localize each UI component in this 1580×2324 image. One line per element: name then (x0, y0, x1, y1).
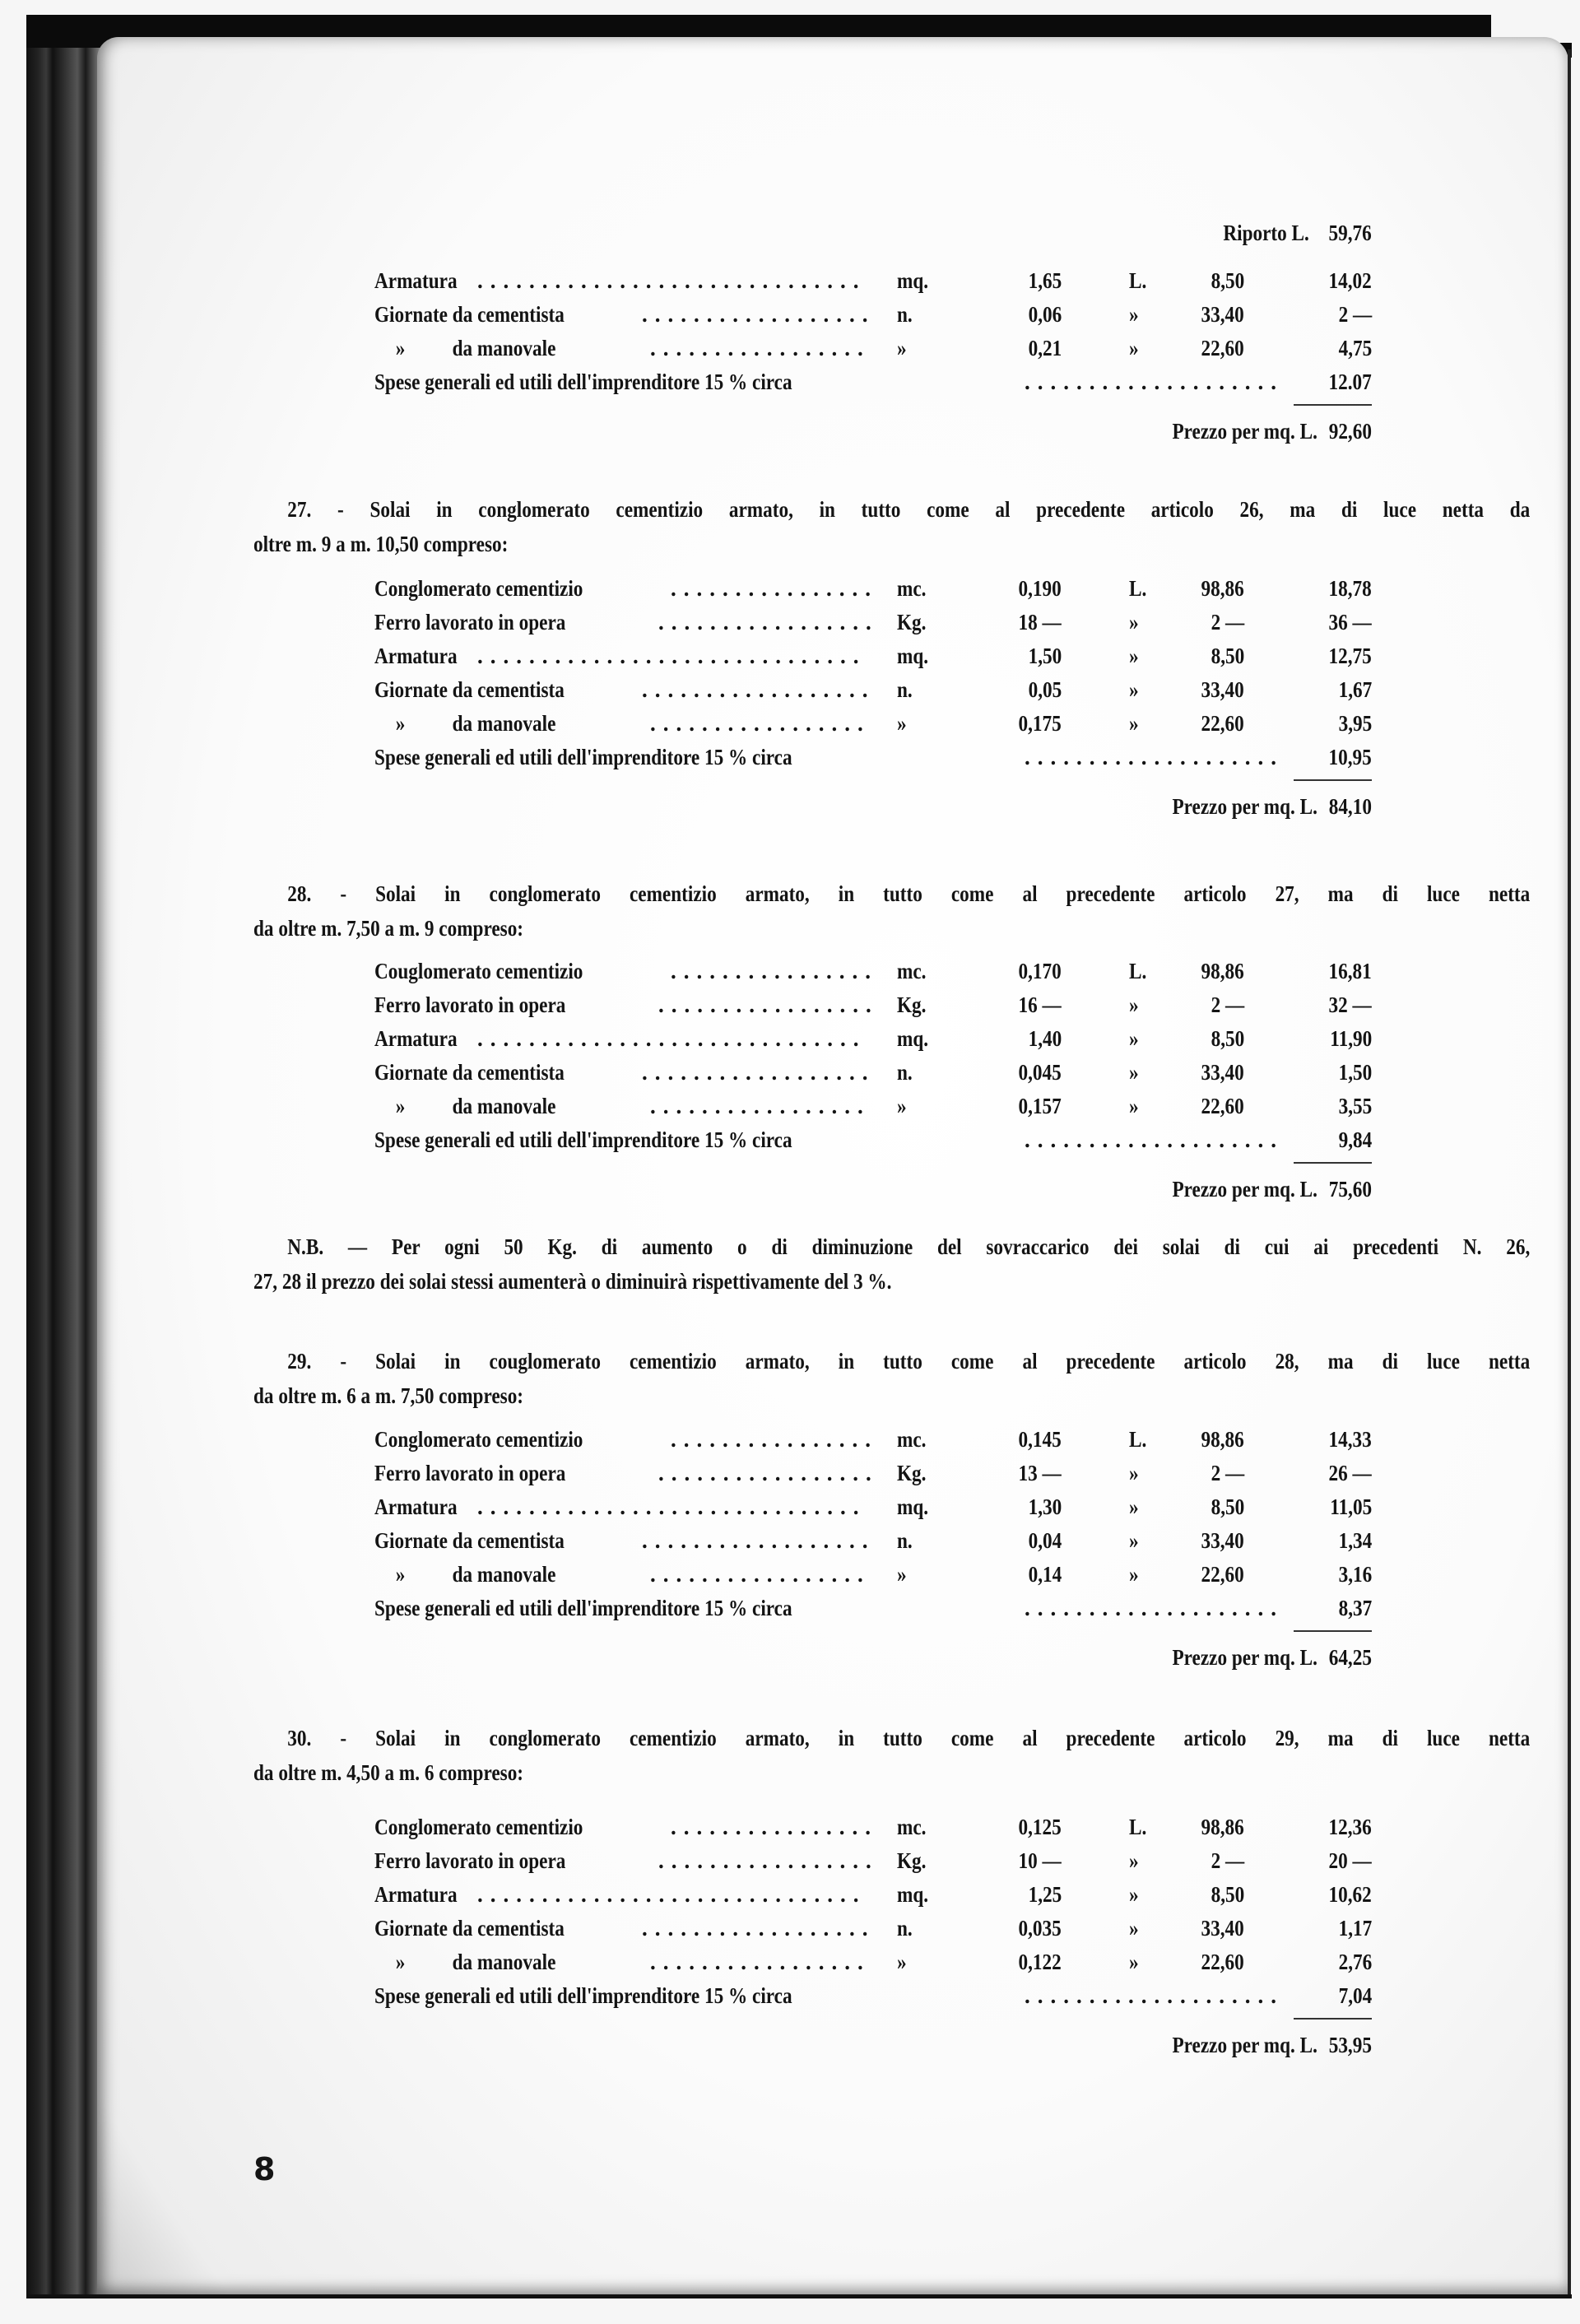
unit-price: 98,86 (1201, 1815, 1244, 1839)
description-line-2: da oltre m. 7,50 a m. 9 compreso: (253, 916, 524, 941)
line-amount: 14,33 (1328, 1427, 1372, 1452)
overhead-row (0, 1596, 1580, 1629)
item-label (374, 1528, 565, 1554)
overhead-row (0, 1983, 1580, 2016)
unit-of-measure: Kg. (897, 1848, 927, 1873)
description-line-2: oltre m. 9 a m. 10,50 compreso: (253, 532, 509, 556)
overhead-row (0, 745, 1580, 778)
line-amount: 14,02 (1328, 268, 1372, 293)
unit-price: 8,50 (1211, 1882, 1244, 1907)
price-total (1173, 1177, 1372, 1202)
ditto-mark: » (395, 1562, 406, 1587)
table-row (0, 644, 1580, 676)
overhead-row (0, 1127, 1580, 1160)
description-line-1: 30. - Solai in conglomerato cementizio armato, in tutto come al precedente articolo 29, ma di luce netta (287, 1726, 1531, 1750)
line-amount: 2 — (1338, 302, 1372, 327)
item-label (374, 959, 583, 984)
line-amount: 1,34 (1338, 1528, 1372, 1553)
unit-of-measure: mc. (897, 576, 927, 601)
item-name: Armatura (374, 1882, 458, 1907)
table-row (0, 336, 1580, 369)
currency-mark: » (1129, 1950, 1139, 1974)
currency-mark: L. (1129, 576, 1147, 601)
line-amount: 3,55 (1338, 1094, 1372, 1118)
item-label (374, 610, 565, 635)
line-amount: 11,05 (1330, 1494, 1372, 1519)
leader-dots: ................. (650, 1094, 871, 1118)
unit-price: 22,60 (1201, 336, 1244, 360)
leader-dots: .................... (1025, 745, 1284, 769)
unit-price: 8,50 (1211, 1494, 1244, 1519)
leader-dots: .................. (642, 302, 876, 327)
carry-forward-label: Riporto L. (1223, 221, 1310, 245)
leader-dots: ................ (671, 1815, 878, 1839)
item-name: Armatura (374, 268, 458, 293)
unit-price: 33,40 (1201, 1916, 1244, 1941)
item-label (374, 302, 565, 328)
table-row (0, 677, 1580, 710)
unit-of-measure: mq. (897, 1026, 929, 1051)
item-name: Giornate da cementista (374, 1528, 565, 1553)
unit-of-measure: n. (897, 677, 913, 702)
leader-dots: .................... (1025, 1596, 1284, 1620)
description-line-2: da oltre m. 4,50 a m. 6 compreso: (253, 1760, 524, 1785)
quantity: 1,65 (1028, 268, 1062, 293)
quantity: 0,21 (1028, 336, 1062, 360)
overhead-amount: 8,37 (1338, 1596, 1372, 1620)
table-row (0, 268, 1580, 301)
sum-rule (1294, 1162, 1372, 1164)
quantity: 0,06 (1028, 302, 1062, 327)
table-row (0, 992, 1580, 1025)
overhead-amount: 7,04 (1338, 1983, 1372, 2008)
unit-price: 2 — (1211, 1848, 1244, 1873)
overhead-label: Spese generali ed utili dell'imprenditore 15 % circa (374, 1127, 792, 1152)
unit-of-measure: » (897, 1562, 907, 1587)
unit-of-measure: » (897, 711, 907, 736)
currency-mark: » (1129, 1882, 1139, 1907)
currency-mark: » (1129, 1528, 1139, 1553)
currency-mark: L. (1129, 959, 1147, 983)
quantity: 0,035 (1018, 1916, 1062, 1941)
item-name: Armatura (374, 1026, 458, 1051)
item-label (374, 268, 458, 294)
table-row (0, 1461, 1580, 1494)
page-bottom-edge (26, 2294, 1572, 2298)
unit-price: 2 — (1211, 610, 1244, 634)
quantity: 0,045 (1018, 1060, 1062, 1085)
article-description (253, 876, 1531, 946)
line-amount: 20 — (1328, 1848, 1372, 1873)
unit-of-measure: mq. (897, 1494, 929, 1519)
article-description (253, 492, 1531, 561)
unit-of-measure: n. (897, 302, 913, 327)
item-name: da manovale (452, 336, 556, 360)
item-name: Giornate da cementista (374, 677, 565, 702)
unit-of-measure: n. (897, 1060, 913, 1085)
item-name: Conglomerato cementizio (374, 576, 583, 601)
item-name: Ferro lavorato in opera (374, 992, 566, 1017)
note-line-2: 27, 28 il prezzo dei solai stessi aumenterà o diminuirà rispettivamente del 3 %. (253, 1269, 892, 1294)
price-total-value: 64,25 (1328, 1645, 1372, 1670)
sum-rule (1294, 779, 1372, 781)
table-row (0, 1882, 1580, 1915)
price-total-label: Prezzo per mq. L. (1172, 419, 1317, 444)
description-line-1: 28. - Solai in conglomerato cementizio armato, in tutto come al precedente articolo 27, ma di luce netta (287, 881, 1531, 906)
price-total (1173, 2033, 1372, 2058)
leader-dots: .................. (642, 1528, 876, 1553)
quantity: 18 — (1018, 610, 1062, 634)
currency-mark: » (1129, 677, 1139, 702)
leader-dots: .................. (642, 677, 876, 702)
table-row (0, 1848, 1580, 1881)
article-description (253, 1344, 1531, 1413)
quantity: 0,175 (1018, 711, 1062, 736)
table-row (0, 1060, 1580, 1093)
currency-mark: » (1129, 1916, 1139, 1941)
currency-mark: » (1129, 1461, 1139, 1485)
unit-of-measure: » (897, 336, 907, 360)
line-amount: 3,16 (1338, 1562, 1372, 1587)
currency-mark: » (1129, 1094, 1139, 1118)
line-amount: 1,67 (1338, 677, 1372, 702)
item-name: Ferro lavorato in opera (374, 1461, 566, 1485)
leader-dots: ................. (658, 1461, 879, 1485)
item-label (374, 576, 583, 602)
item-label (374, 1094, 555, 1119)
currency-mark: » (1129, 644, 1139, 668)
unit-of-measure: mc. (897, 1427, 927, 1452)
item-label (374, 1848, 565, 1874)
quantity: 1,25 (1028, 1882, 1062, 1907)
leader-dots: .................. (642, 1916, 876, 1941)
overhead-label: Spese generali ed utili dell'imprenditore 15 % circa (374, 745, 792, 769)
item-name: Conglomerato cementizio (374, 1815, 583, 1839)
sum-rule (1294, 2018, 1372, 2020)
leader-dots: .............................. (477, 1494, 867, 1519)
table-row (0, 1950, 1580, 1982)
currency-mark: » (1129, 1060, 1139, 1085)
table-row (0, 576, 1580, 609)
item-name: Conglomerato cementizio (374, 1427, 583, 1452)
article-description (253, 1721, 1531, 1790)
sum-rule (1294, 1630, 1372, 1632)
quantity: 13 — (1018, 1461, 1062, 1485)
leader-dots: .................... (1025, 1127, 1284, 1152)
quantity: 0,170 (1018, 959, 1062, 983)
unit-of-measure: Kg. (897, 1461, 927, 1485)
leader-dots: ................. (658, 1848, 879, 1873)
note-line-1: N.B. — Per ogni 50 Kg. di aumento o di diminuzione del sovraccarico dei solai di cui ai precedenti N. 26, (287, 1234, 1531, 1259)
unit-price: 22,60 (1201, 1094, 1244, 1118)
item-name: Couglomerato cementizio (374, 959, 583, 983)
leader-dots: .................. (642, 1060, 876, 1085)
unit-price: 8,50 (1211, 644, 1244, 668)
item-label (374, 1916, 565, 1941)
description-line-2: da oltre m. 6 a m. 7,50 compreso: (253, 1383, 524, 1408)
price-total-label: Prezzo per mq. L. (1172, 1177, 1317, 1202)
currency-mark: L. (1129, 1427, 1147, 1452)
leader-dots: ................ (671, 1427, 878, 1452)
item-label (374, 677, 565, 703)
unit-of-measure: Kg. (897, 610, 927, 634)
overhead-label: Spese generali ed utili dell'imprenditore 15 % circa (374, 1983, 792, 2008)
table-row (0, 1562, 1580, 1595)
unit-price: 22,60 (1201, 711, 1244, 736)
unit-price: 2 — (1211, 992, 1244, 1017)
item-label (374, 1427, 583, 1452)
item-name: Giornate da cementista (374, 1060, 565, 1085)
unit-price: 22,60 (1201, 1950, 1244, 1974)
quantity: 1,50 (1028, 644, 1062, 668)
item-name: Armatura (374, 1494, 458, 1519)
line-amount: 16,81 (1328, 959, 1372, 983)
item-label (374, 711, 555, 737)
overhead-label: Spese generali ed utili dell'imprenditore 15 % circa (374, 370, 792, 394)
item-label (374, 1494, 458, 1520)
price-total-label: Prezzo per mq. L. (1172, 2033, 1317, 2057)
line-amount: 26 — (1328, 1461, 1372, 1485)
leader-dots: .............................. (477, 1882, 867, 1907)
item-label (374, 1461, 565, 1486)
item-name: da manovale (452, 711, 556, 736)
unit-price: 2 — (1211, 1461, 1244, 1485)
carry-forward (1224, 221, 1372, 246)
item-label (374, 1060, 565, 1085)
leader-dots: ................ (671, 959, 878, 983)
currency-mark: » (1129, 302, 1139, 327)
unit-of-measure: n. (897, 1528, 913, 1553)
sum-rule (1294, 404, 1372, 406)
price-total-label: Prezzo per mq. L. (1172, 1645, 1317, 1670)
overhead-amount: 12.07 (1328, 370, 1372, 394)
item-label (374, 1882, 458, 1908)
item-label (374, 992, 565, 1018)
overhead-amount: 10,95 (1328, 745, 1372, 769)
table-row (0, 1026, 1580, 1059)
overhead-amount: 9,84 (1338, 1127, 1372, 1152)
unit-of-measure: mq. (897, 644, 929, 668)
line-amount: 12,36 (1328, 1815, 1372, 1839)
item-name: Ferro lavorato in opera (374, 610, 566, 634)
leader-dots: .............................. (477, 644, 867, 668)
item-label (374, 644, 458, 669)
price-total-value: 75,60 (1328, 1177, 1372, 1202)
leader-dots: .............................. (477, 268, 867, 293)
price-total-value: 92,60 (1328, 419, 1372, 444)
leader-dots: .................... (1025, 370, 1284, 394)
currency-mark: » (1129, 1848, 1139, 1873)
line-amount: 12,75 (1328, 644, 1372, 668)
leader-dots: ................ (671, 576, 878, 601)
item-label (374, 1950, 555, 1975)
leader-dots: ................. (658, 610, 879, 634)
leader-dots: ................. (650, 1950, 871, 1974)
table-row (0, 1094, 1580, 1127)
item-name: da manovale (452, 1950, 556, 1974)
note-paragraph (253, 1229, 1531, 1299)
price-total (1173, 419, 1372, 444)
unit-price: 33,40 (1201, 302, 1244, 327)
leader-dots: ................. (650, 1562, 871, 1587)
unit-of-measure: Kg. (897, 992, 927, 1017)
ditto-mark: » (395, 711, 406, 736)
item-label (374, 336, 555, 361)
table-row (0, 1427, 1580, 1460)
quantity: 0,04 (1028, 1528, 1062, 1553)
item-name: Armatura (374, 644, 458, 668)
price-total-label: Prezzo per mq. L. (1172, 794, 1317, 819)
unit-price: 33,40 (1201, 677, 1244, 702)
unit-of-measure: mq. (897, 268, 929, 293)
carry-forward-value: 59,76 (1328, 221, 1372, 245)
quantity: 0,157 (1018, 1094, 1062, 1118)
ditto-mark: » (395, 336, 406, 360)
quantity: 0,190 (1018, 576, 1062, 601)
item-label (374, 1026, 458, 1052)
currency-mark: » (1129, 1026, 1139, 1051)
line-amount: 11,90 (1330, 1026, 1372, 1051)
currency-mark: » (1129, 1494, 1139, 1519)
unit-of-measure: mc. (897, 1815, 927, 1839)
table-row (0, 711, 1580, 744)
leader-dots: ................. (650, 336, 871, 360)
table-row (0, 302, 1580, 335)
leader-dots: ................. (650, 711, 871, 736)
line-amount: 18,78 (1328, 576, 1372, 601)
table-row (0, 959, 1580, 992)
line-amount: 1,17 (1338, 1916, 1372, 1941)
unit-of-measure: n. (897, 1916, 913, 1941)
line-amount: 2,76 (1338, 1950, 1372, 1974)
unit-of-measure: mq. (897, 1882, 929, 1907)
line-amount: 10,62 (1328, 1882, 1372, 1907)
quantity: 10 — (1018, 1848, 1062, 1873)
price-total-value: 53,95 (1328, 2033, 1372, 2057)
quantity: 1,30 (1028, 1494, 1062, 1519)
quantity: 1,40 (1028, 1026, 1062, 1051)
currency-mark: L. (1129, 1815, 1147, 1839)
ditto-mark: » (395, 1950, 406, 1974)
leader-dots: .............................. (477, 1026, 867, 1051)
currency-mark: L. (1129, 268, 1147, 293)
quantity: 0,14 (1028, 1562, 1062, 1587)
currency-mark: » (1129, 711, 1139, 736)
unit-of-measure: mc. (897, 959, 927, 983)
unit-price: 8,50 (1211, 1026, 1244, 1051)
unit-price: 8,50 (1211, 268, 1244, 293)
unit-of-measure: » (897, 1094, 907, 1118)
unit-price: 98,86 (1201, 959, 1244, 983)
item-name: da manovale (452, 1094, 556, 1118)
unit-price: 98,86 (1201, 576, 1244, 601)
table-row (0, 610, 1580, 643)
table-row (0, 1916, 1580, 1949)
item-label (374, 1815, 583, 1840)
leader-dots: ................. (658, 992, 879, 1017)
line-amount: 36 — (1328, 610, 1372, 634)
quantity: 0,05 (1028, 677, 1062, 702)
table-row (0, 1815, 1580, 1848)
price-total (1173, 794, 1372, 820)
ditto-mark: » (395, 1094, 406, 1118)
line-amount: 3,95 (1338, 711, 1372, 736)
line-amount: 1,50 (1338, 1060, 1372, 1085)
overhead-label: Spese generali ed utili dell'imprenditore 15 % circa (374, 1596, 792, 1620)
unit-price: 22,60 (1201, 1562, 1244, 1587)
quantity: 0,125 (1018, 1815, 1062, 1839)
unit-price: 33,40 (1201, 1528, 1244, 1553)
quantity: 0,122 (1018, 1950, 1062, 1974)
item-label (374, 1562, 555, 1587)
unit-of-measure: » (897, 1950, 907, 1974)
item-name: Giornate da cementista (374, 1916, 565, 1941)
price-total (1173, 1645, 1372, 1671)
description-line-1: 29. - Solai in couglomerato cementizio armato, in tutto come al precedente articolo 28, ma di luce netta (287, 1349, 1531, 1373)
line-amount: 32 — (1328, 992, 1372, 1017)
item-name: Ferro lavorato in opera (374, 1848, 566, 1873)
currency-mark: » (1129, 1562, 1139, 1587)
quantity: 0,145 (1018, 1427, 1062, 1452)
currency-mark: » (1129, 610, 1139, 634)
item-name: da manovale (452, 1562, 556, 1587)
table-row (0, 1528, 1580, 1561)
unit-price: 33,40 (1201, 1060, 1244, 1085)
table-row (0, 1494, 1580, 1527)
page-number: 8 (253, 2151, 276, 2187)
quantity: 16 — (1018, 992, 1062, 1017)
unit-price: 98,86 (1201, 1427, 1244, 1452)
line-amount: 4,75 (1338, 336, 1372, 360)
currency-mark: » (1129, 336, 1139, 360)
item-name: Giornate da cementista (374, 302, 565, 327)
description-line-1: 27. - Solai in conglomerato cementizio armato, in tutto come al precedente articolo 26, ma di luce netta da (287, 497, 1531, 522)
leader-dots: .................... (1025, 1983, 1284, 2008)
price-total-value: 84,10 (1328, 794, 1372, 819)
currency-mark: » (1129, 992, 1139, 1017)
overhead-row (0, 370, 1580, 402)
